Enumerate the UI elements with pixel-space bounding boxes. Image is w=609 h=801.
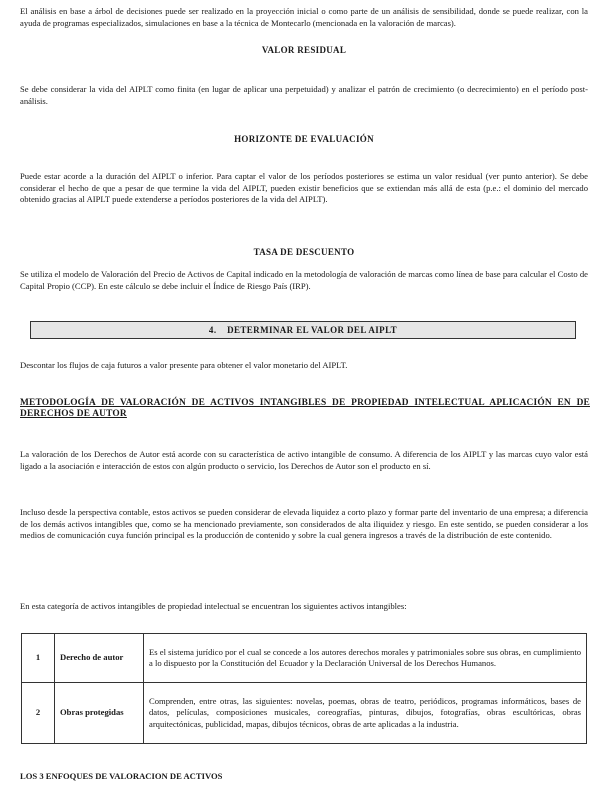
table-row xyxy=(22,634,587,683)
row-label: Derecho de autor xyxy=(55,634,144,683)
row-number: 1 xyxy=(22,634,55,683)
footer-title: LOS 3 ENFOQUES DE VALORACION DE ACTIVOS xyxy=(20,771,223,781)
horizonte-text: Puede estar acorde a la duración del AIPLT o inferior. Para captar el valor de los períodos posteriores se estima un valor residual (ver punto anterior). Se debe considerar el hecho de que a pesar de que termine la vida del AIPLT, pueden existir beneficios que se extiendan más allá de esta (p.e.: el dominio del mercado obtenido gracias al AIPLT puede extenderse a períodos posteriores de la vida del AIPLT). xyxy=(20,171,588,205)
horizonte-heading: HORIZONTE DE EVALUACIÓN xyxy=(234,134,374,144)
row-label: Obras protegidas xyxy=(55,683,144,744)
methodology-title: METODOLOGÍA DE VALORACIÓN DE ACTIVOS INTANGIBLES DE PROPIEDAD INTELECTUAL APLICACIÓN EN DE DERECHOS DE AUTOR xyxy=(20,398,590,419)
paragraph-2: Incluso desde la perspectiva contable, estos activos se pueden considerar de elevada liquidez a corto plazo y formar parte del inventario de una empresa; a diferencia de los demás activos intangibles que, como se ha mencionado previamente, son considerados de alta iliquidez y riesgo. En este sentido, se pueden considerar a los medios de comunicación cuya función principal es la producción de contenido y sobre la cual genera ingresos a través de la distribución de este contenido. xyxy=(20,507,588,541)
valor-residual-heading: VALOR RESIDUAL xyxy=(261,45,347,55)
row-description: Es el sistema jurídico por el cual se concede a los autores derechos morales y patrimoniales sobre sus obras, en cumplimiento a lo dispuesto por la Constitución del Ecuador y la Declaración Universal de los Derechos Humanos. xyxy=(144,634,587,683)
tasa-text: Se utiliza el modelo de Valoración del Precio de Activos de Capital indicado en la metodología de valoración de marcas como línea de base para calcular el Costo de Capital Propio (CCP). En este cálculo se debe incluir el Índice de Riesgo País (IRP). xyxy=(20,269,588,291)
row-number: 2 xyxy=(22,683,55,744)
assets-table xyxy=(21,633,587,744)
section-4-text: Descontar los flujos de caja futuros a valor presente para obtener el valor monetario del AIPLT. xyxy=(20,360,348,370)
paragraph-3: En esta categoría de activos intangibles de propiedad intelectual se encuentran los siguientes activos intangibles: xyxy=(20,601,407,611)
valor-residual-text: Se debe considerar la vida del AIPLT como finita (en lugar de aplicar una perpetuidad) y analizar el patrón de crecimiento (o decrecimiento) en el período post-análisis. xyxy=(20,84,588,106)
paragraph-1: La valoración de los Derechos de Autor está acorde con su característica de activo intangible de consumo. A diferencia de los AIPLT y las marcas cuyo valor está ligado a la asociación e interacción de estos con algún producto o servicio, los Derechos de Autor son el producto en sí. xyxy=(20,449,588,471)
section-4-title: 4. DETERMINAR EL VALOR DEL AIPLT xyxy=(208,325,398,335)
tasa-heading: TASA DE DESCUENTO xyxy=(253,247,355,257)
section-4-box xyxy=(30,321,576,339)
row-description: Comprenden, entre otras, las siguientes: novelas, poemas, obras de teatro, periódicos, programas informáticos, bases de datos, películas, composiciones musicales, coreografías, pinturas, dibujos, fotografías, obras escultóricas, obras arquitectónicas, publicidad, mapas, dibujos técnicos, obras de arte aplicadas a la industria. xyxy=(144,683,587,744)
intro-paragraph: El análisis en base a árbol de decisiones puede ser realizado en la proyección inicial o como parte de un análisis de sensibilidad, donde se puede realizar, con la ayuda de programas especializados, simulaciones en base a la técnica de Montecarlo (mencionada en la valoración de marcas). xyxy=(20,6,588,28)
table-row xyxy=(22,683,587,744)
